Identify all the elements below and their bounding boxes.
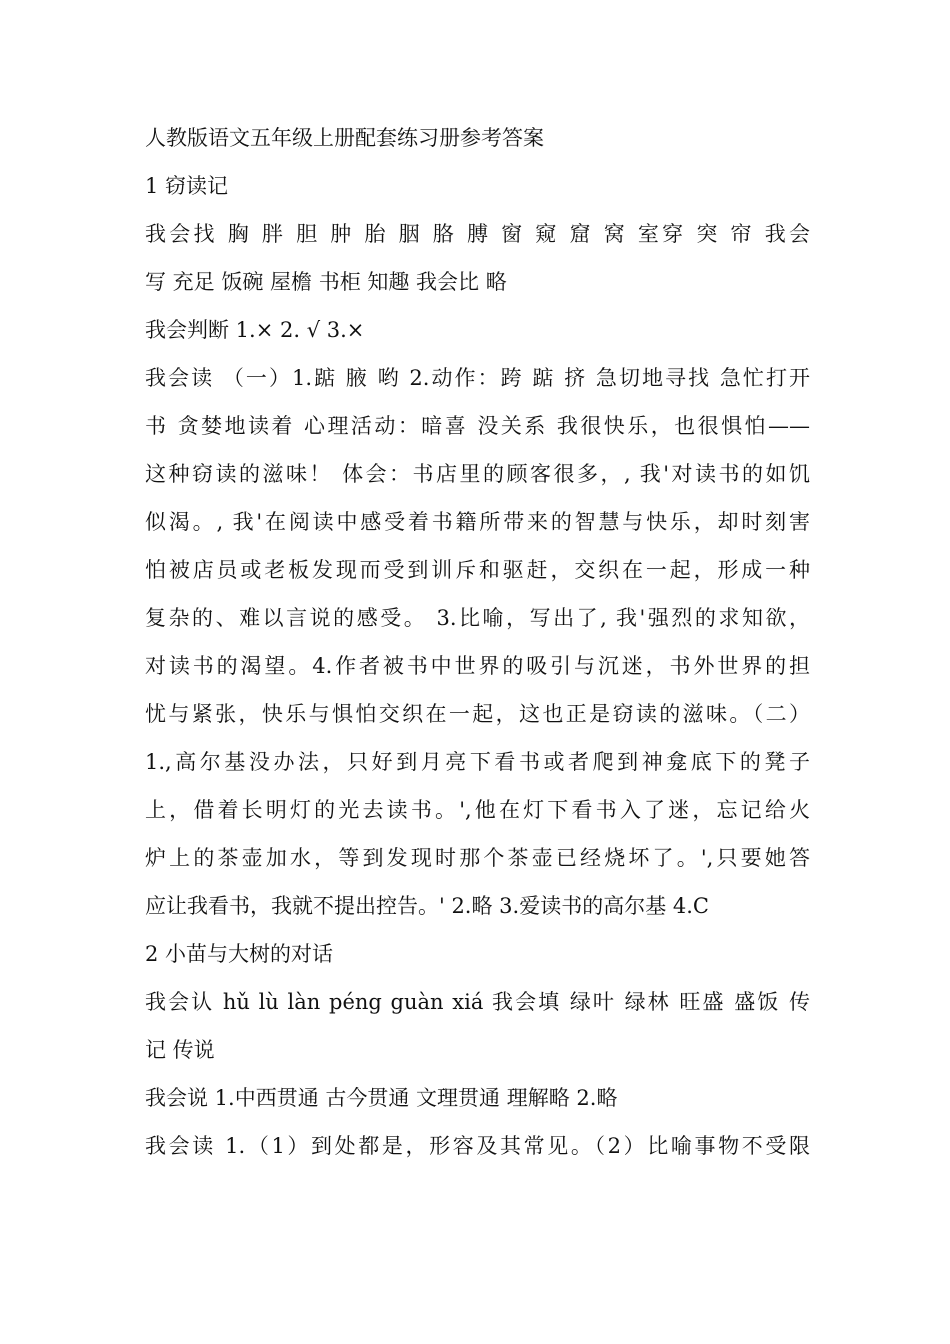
lesson2-heading (145, 930, 810, 978)
document-title-text: 人教版语文五年级上册配套练习册参考答案 (145, 126, 544, 150)
lesson1-read-line: 似渴。, 我'在阅读中感受着书籍所带来的智慧与快乐，却时刻害 (145, 510, 810, 534)
lesson1-read-line: 应让我看书，我就不提出控告。' 2.略 3.爱读书的高尔基 4.C (145, 894, 709, 918)
lesson1-find-write-line: 写 充足 饭碗 屋檐 书柜 知趣 我会比 略 (145, 270, 507, 294)
lesson1-find-write (145, 210, 810, 306)
lesson1-heading (145, 162, 810, 210)
lesson1-find-write-line: 我会找 胸 胖 胆 肿 胎 胭 胳 膊 窗 窥 窟 窝 室穿 突 帘 我会 (145, 222, 810, 246)
lesson2-heading-text: 2 小苗与大树的对话 (145, 942, 334, 966)
lesson2-speak (145, 1074, 810, 1122)
lesson1-read-line: 书 贪婪地读着 心理活动：暗喜 没关系 我很快乐，也很惧怕—— (145, 414, 810, 438)
lesson2-recognize-line: 记 传说 (145, 1038, 215, 1062)
document-title (145, 114, 810, 162)
lesson1-read-line: 1.,高尔基没办法，只好到月亮下看书或者爬到神龛底下的凳子 (145, 750, 810, 774)
lesson2-read (145, 1122, 810, 1170)
document-body (145, 114, 810, 1170)
lesson2-speak-text: 我会说 1.中西贯通 古今贯通 文理贯通 理解略 2.略 (145, 1086, 618, 1110)
lesson1-read-line: 这种窃读的滋味！ 体会：书店里的顾客很多，, 我'对读书的如饥 (145, 462, 810, 486)
lesson1-heading-text: 1 窃读记 (145, 174, 229, 198)
lesson1-read-line: 复杂的、难以言说的感受。 3.比喻，写出了, 我'强烈的求知欲， (145, 606, 810, 630)
lesson1-read (145, 354, 810, 930)
lesson1-judge (145, 306, 810, 354)
lesson1-read-line: 怕被店员或老板发现而受到训斥和驱赶，交织在一起，形成一种 (145, 558, 810, 582)
lesson2-read-text: 我会读 1.（1）到处都是，形容及其常见。（2）比喻事物不受限 (145, 1134, 810, 1158)
lesson2-recognize-line: 我会认 hǔ lù làn péng guàn xiá 我会填 绿叶 绿林 旺盛 盛饭 传 (145, 990, 810, 1014)
lesson1-read-line: 上，借着长明灯的光去读书。',他在灯下看书入了迷，忘记给火 (145, 798, 810, 822)
lesson2-recognize (145, 978, 810, 1074)
lesson1-read-line: 炉上的茶壶加水，等到发现时那个茶壶已经烧坏了。',只要她答 (145, 846, 810, 870)
lesson1-read-line: 忧与紧张，快乐与惧怕交织在一起，这也正是窃读的滋味。（二） (145, 702, 810, 726)
lesson1-read-line: 对读书的渴望。4.作者被书中世界的吸引与沉迷，书外世界的担 (145, 654, 810, 678)
lesson1-read-line: 我会读 （一）1.踮 腋 哟 2.动作：跨 踮 挤 急切地寻找 急忙打开 (145, 366, 810, 390)
lesson1-judge-text: 我会判断 1.× 2. √ 3.× (145, 318, 365, 342)
